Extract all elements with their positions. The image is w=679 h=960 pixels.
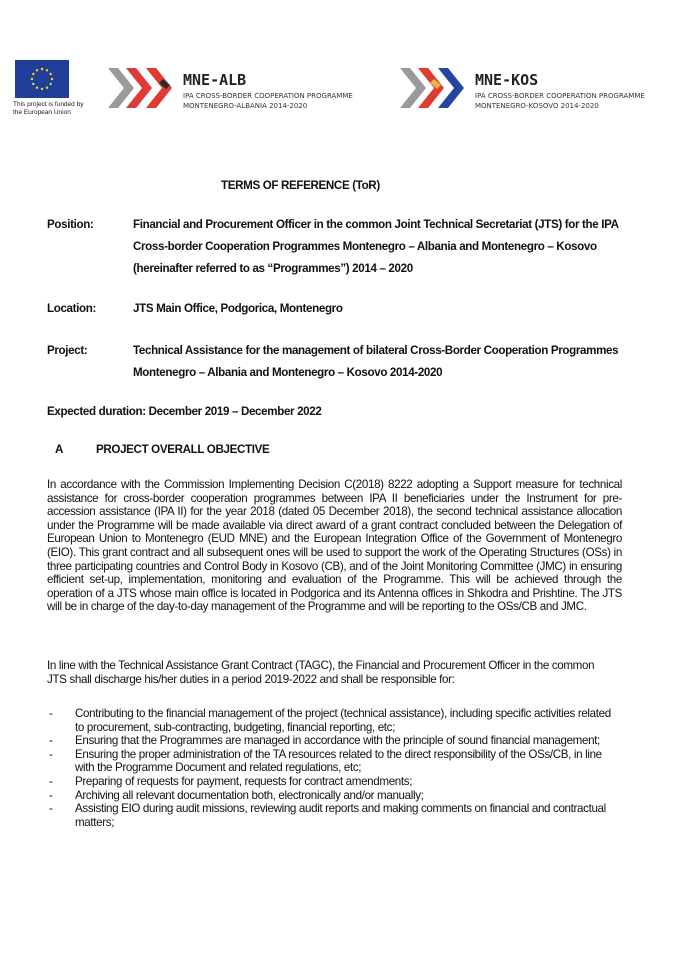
list-item: - Preparing of requests for payment, requests for contract amendments; — [49, 774, 413, 788]
eu-funding-caption: This project is funded by the European Union — [13, 101, 84, 116]
list-item: - Archiving all relevant documentation both, electronically and/or manually; — [49, 788, 424, 802]
mne-alb-chevrons-icon — [108, 66, 178, 115]
list-item: - Ensuring that the Programmes are managed in accordance with the principle of sound financial management; — [49, 734, 600, 748]
eu-flag-logo — [15, 60, 69, 98]
list-item: - Ensuring the proper administration of the TA resources related to the direct responsibility of the OSs/CB, in line with the Programme Document and related regulations, etc; — [49, 747, 602, 775]
mne-kos-chevrons-icon — [400, 66, 470, 115]
section-letter: A — [55, 443, 64, 456]
project-value: Technical Assistance for the management of bilateral Cross-Border Cooperation Programmes Montenegro – Albania and Montenegro – Kosovo 2014-2020 — [133, 344, 619, 379]
mne-alb-subtitle-1: IPA CROSS-BORDER COOPERATION PROGRAMME — [183, 92, 353, 100]
mne-alb-title: MNE-ALB — [183, 71, 247, 89]
location-label: Location: — [47, 302, 97, 315]
document-title: TERMS OF REFERENCE (ToR) — [221, 179, 380, 192]
responsibilities-list — [49, 707, 621, 829]
list-item: - Assisting EIO during audit missions, reviewing audit reports and making comments on financial and contractual matters; — [49, 802, 606, 829]
project-label: Project: — [47, 344, 88, 357]
mne-kos-subtitle-2: MONTENEGRO-KOSOVO 2014-2020 — [475, 102, 599, 110]
mne-kos-title: MNE-KOS — [475, 71, 539, 89]
mne-alb-subtitle-2: MONTENEGRO-ALBANIA 2014-2020 — [183, 102, 308, 110]
position-value: Financial and Procurement Officer in the common Joint Technical Secretariat (JTS) for the IPA Cross-border Cooperation Programmes Montenegro – Albania and Montenegro – Kosovo (hereinafter referred to as “Programmes”) 2014 – 2020 — [133, 218, 619, 275]
objective-paragraph: In accordance with the Commission Implementing Decision C(2018) 8222 adopting a Support measure for technical assistance for cross-border cooperation programmes between IPA II beneficiaries under the Instrument for pre-accession assistance (IPA II) for the year 2018 (dated 05 December 2018), the second technical assistance allocation under the Programme will be made available via direct award of a grant contract concluded between the Delegation of European Union to Montenegro (EUD MNE) and the European Integration Office of the Government of Montenegro (EIO). This grant contract and all subsequent ones will be used to support the work of the Operating Structures (OSs) in three participating countries and Control Body in Kosovo (CB), and of the Joint Monitoring Committee (JMC) in ensuring efficient set-up, implementation, monitoring and evaluation of the Programme. This will be achieved through the operation of a JTS whose main office is located in Podgorica and its Antenna offices in Shkodra and Prishtine. The JTS will be in charge of the day-to-day management of the Programme and will be reporting to the OSs/CB and JMC. — [47, 478, 622, 614]
expected-duration: Expected duration: December 2019 – December 2022 — [47, 405, 322, 418]
responsibilities-intro: In line with the Technical Assistance Grant Contract (TAGC), the Financial and Procurement Officer in the common JTS shall discharge his/her duties in a period 2019-2022 and shall be responsible for: — [47, 659, 595, 686]
location-value: JTS Main Office, Podgorica, Montenegro — [133, 302, 343, 315]
position-label: Position: — [47, 218, 94, 231]
list-item: - Contributing to the financial management of the project (technical assistance), including specific activities related to procurement, sub-contracting, budgeting, financial reporting, etc; — [49, 707, 611, 734]
mne-kos-subtitle-1: IPA CROSS-BORDER COOPERATION PROGRAMME — [475, 92, 645, 100]
section-heading: PROJECT OVERALL OBJECTIVE — [96, 443, 270, 456]
